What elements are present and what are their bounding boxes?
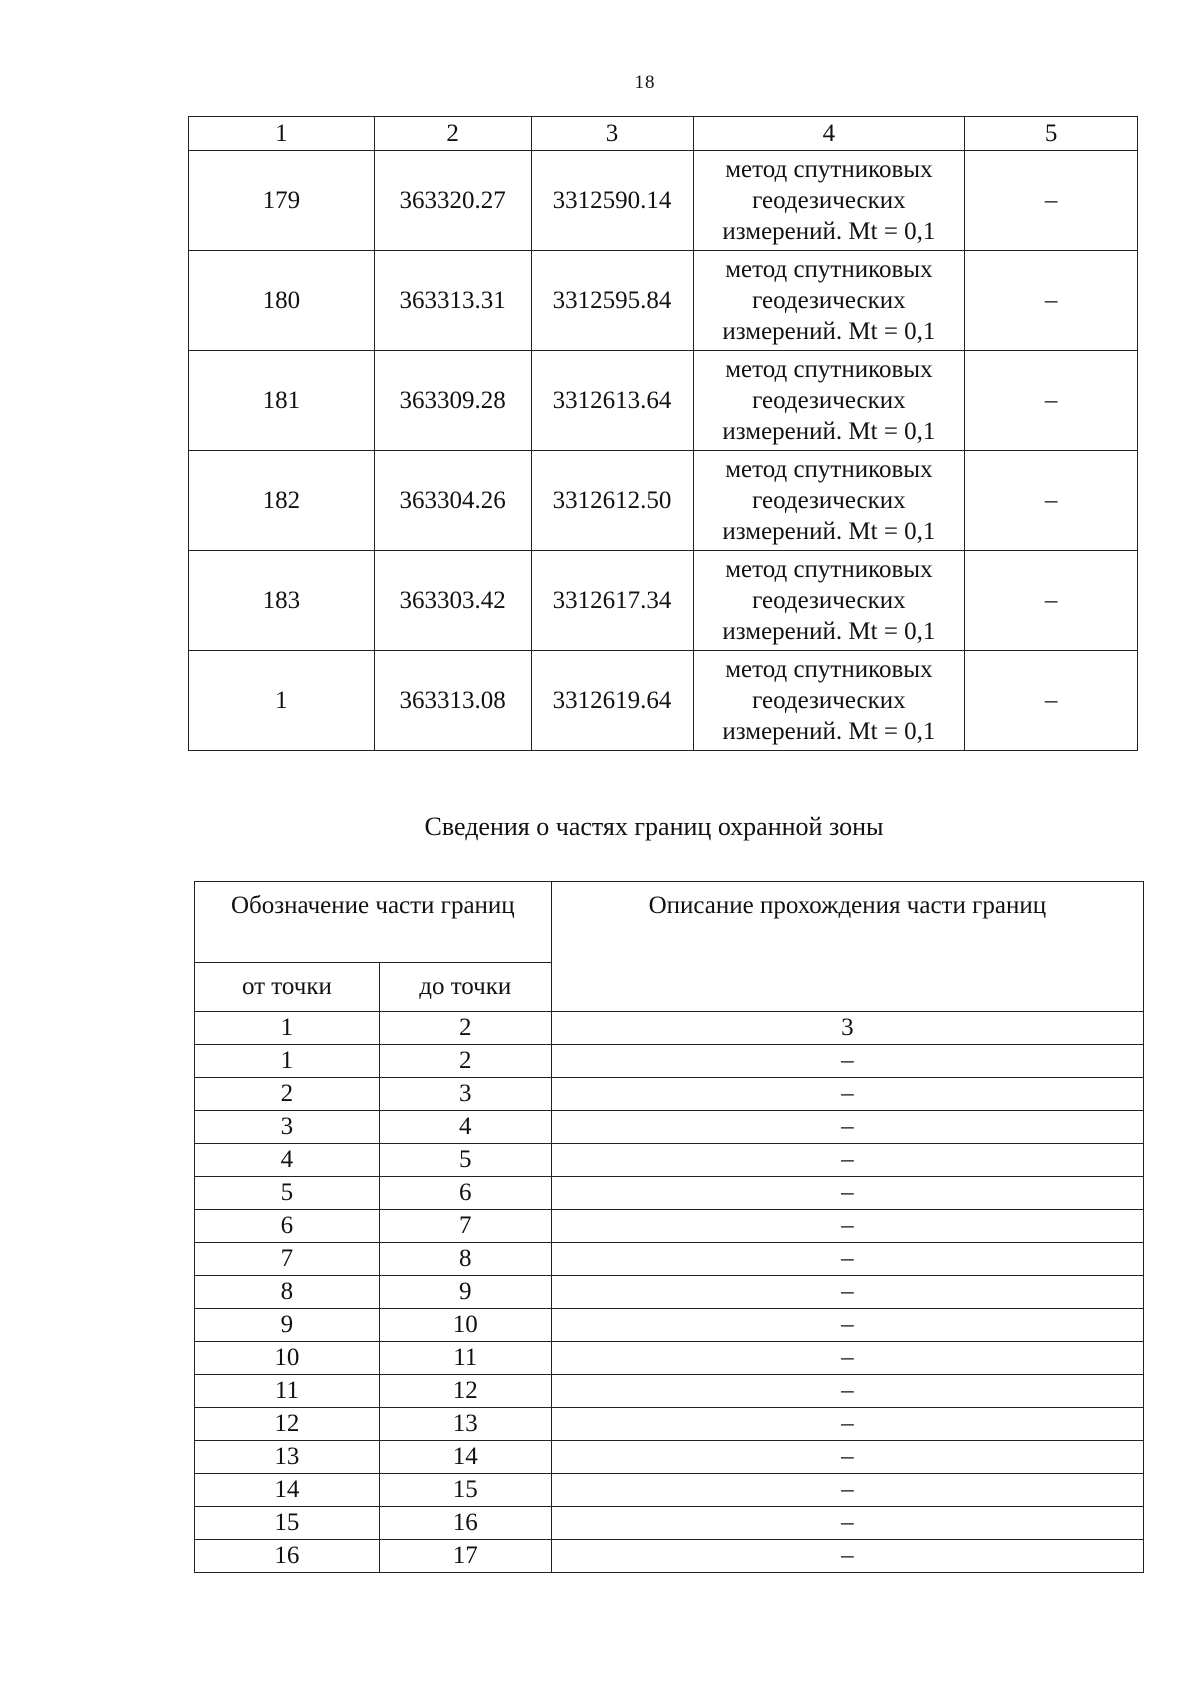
description-cell: –: [551, 1507, 1143, 1540]
method-line: измерений. Mt = 0,1: [722, 718, 936, 745]
coordinates-header-row: [189, 117, 1138, 151]
from-point-cell: 9: [195, 1309, 380, 1342]
coordinate-row: [189, 451, 1138, 551]
boundary-part-row: [195, 1144, 1144, 1177]
column-number-2: 2: [379, 1012, 551, 1045]
method-cell: [693, 551, 965, 651]
method-cell: [693, 351, 965, 451]
x-coordinate-cell: 363313.08: [374, 651, 531, 751]
from-point-header: от точки: [195, 963, 380, 1012]
column-number-2: 2: [374, 117, 531, 151]
description-cell: –: [551, 1408, 1143, 1441]
boundary-part-row: [195, 1474, 1144, 1507]
from-point-cell: 3: [195, 1111, 380, 1144]
to-point-cell: 2: [379, 1045, 551, 1078]
x-coordinate-cell: 363303.42: [374, 551, 531, 651]
y-coordinate-cell: 3312617.34: [531, 551, 693, 651]
method-line: геодезических: [752, 187, 906, 214]
boundary-part-row: [195, 1309, 1144, 1342]
note-cell: –: [965, 551, 1138, 651]
description-cell: –: [551, 1375, 1143, 1408]
to-point-cell: 5: [379, 1144, 551, 1177]
y-coordinate-cell: 3312595.84: [531, 251, 693, 351]
method-line: геодезических: [752, 287, 906, 314]
point-number-cell: 182: [189, 451, 375, 551]
method-line: геодезических: [752, 687, 906, 714]
from-point-cell: 15: [195, 1507, 380, 1540]
parts-numbering-row: [195, 1012, 1144, 1045]
method-line: геодезических: [752, 387, 906, 414]
point-number-cell: 1: [189, 651, 375, 751]
from-point-cell: 5: [195, 1177, 380, 1210]
x-coordinate-cell: 363313.31: [374, 251, 531, 351]
boundary-part-row: [195, 1078, 1144, 1111]
boundary-part-row: [195, 1375, 1144, 1408]
to-point-cell: 15: [379, 1474, 551, 1507]
section-title: Сведения о частях границ охранной зоны: [424, 812, 884, 841]
y-coordinate-cell: 3312590.14: [531, 151, 693, 251]
boundary-parts-table: [194, 881, 1144, 1573]
from-point-cell: 10: [195, 1342, 380, 1375]
boundary-part-row: [195, 1243, 1144, 1276]
to-point-cell: 3: [379, 1078, 551, 1111]
point-number-cell: 180: [189, 251, 375, 351]
point-number-cell: 179: [189, 151, 375, 251]
to-point-cell: 9: [379, 1276, 551, 1309]
method-line: измерений. Mt = 0,1: [722, 618, 936, 645]
description-header: Описание прохождения части границ: [551, 882, 1143, 1012]
designation-header: Обозначение части границ: [195, 882, 552, 963]
boundary-part-row: [195, 1276, 1144, 1309]
from-point-cell: 8: [195, 1276, 380, 1309]
x-coordinate-cell: 363320.27: [374, 151, 531, 251]
x-coordinate-cell: 363304.26: [374, 451, 531, 551]
from-point-cell: 4: [195, 1144, 380, 1177]
description-cell: –: [551, 1309, 1143, 1342]
note-cell: –: [965, 351, 1138, 451]
boundary-part-row: [195, 1507, 1144, 1540]
method-line: измерений. Mt = 0,1: [722, 218, 936, 245]
to-point-cell: 7: [379, 1210, 551, 1243]
to-point-header: до точки: [379, 963, 551, 1012]
description-cell: –: [551, 1243, 1143, 1276]
to-point-cell: 4: [379, 1111, 551, 1144]
from-point-cell: 12: [195, 1408, 380, 1441]
y-coordinate-cell: 3312619.64: [531, 651, 693, 751]
boundary-part-row: [195, 1045, 1144, 1078]
coordinates-table: [188, 116, 1138, 751]
from-point-cell: 13: [195, 1441, 380, 1474]
column-number-4: 4: [693, 117, 965, 151]
from-point-cell: 7: [195, 1243, 380, 1276]
method-cell: [693, 151, 965, 251]
column-number-3: 3: [551, 1012, 1143, 1045]
y-coordinate-cell: 3312613.64: [531, 351, 693, 451]
page-number: 18: [634, 72, 656, 93]
column-number-3: 3: [531, 117, 693, 151]
from-point-cell: 16: [195, 1540, 380, 1573]
description-cell: –: [551, 1342, 1143, 1375]
method-line: геодезических: [752, 487, 906, 514]
to-point-cell: 13: [379, 1408, 551, 1441]
column-number-1: 1: [195, 1012, 380, 1045]
to-point-cell: 11: [379, 1342, 551, 1375]
note-cell: –: [965, 451, 1138, 551]
method-line: метод спутниковых: [725, 356, 933, 383]
from-point-cell: 2: [195, 1078, 380, 1111]
boundary-part-row: [195, 1111, 1144, 1144]
note-cell: –: [965, 651, 1138, 751]
coordinate-row: [189, 651, 1138, 751]
coordinate-row: [189, 351, 1138, 451]
boundary-part-row: [195, 1210, 1144, 1243]
description-cell: –: [551, 1144, 1143, 1177]
y-coordinate-cell: 3312612.50: [531, 451, 693, 551]
from-point-cell: 6: [195, 1210, 380, 1243]
from-point-cell: 14: [195, 1474, 380, 1507]
parts-header-row: [195, 882, 1144, 963]
coordinate-row: [189, 551, 1138, 651]
description-cell: –: [551, 1276, 1143, 1309]
description-cell: –: [551, 1474, 1143, 1507]
description-cell: –: [551, 1441, 1143, 1474]
description-cell: –: [551, 1210, 1143, 1243]
method-line: метод спутниковых: [725, 656, 933, 683]
description-cell: –: [551, 1078, 1143, 1111]
from-point-cell: 1: [195, 1045, 380, 1078]
description-cell: –: [551, 1045, 1143, 1078]
from-point-cell: 11: [195, 1375, 380, 1408]
boundary-part-row: [195, 1342, 1144, 1375]
to-point-cell: 10: [379, 1309, 551, 1342]
method-line: измерений. Mt = 0,1: [722, 318, 936, 345]
to-point-cell: 12: [379, 1375, 551, 1408]
x-coordinate-cell: 363309.28: [374, 351, 531, 451]
boundary-part-row: [195, 1540, 1144, 1573]
to-point-cell: 6: [379, 1177, 551, 1210]
method-line: метод спутниковых: [725, 256, 933, 283]
method-line: геодезических: [752, 587, 906, 614]
note-cell: –: [965, 151, 1138, 251]
method-cell: [693, 651, 965, 751]
method-line: измерений. Mt = 0,1: [722, 418, 936, 445]
method-line: метод спутниковых: [725, 156, 933, 183]
method-cell: [693, 251, 965, 351]
to-point-cell: 8: [379, 1243, 551, 1276]
description-cell: –: [551, 1540, 1143, 1573]
to-point-cell: 16: [379, 1507, 551, 1540]
description-cell: –: [551, 1111, 1143, 1144]
column-number-5: 5: [965, 117, 1138, 151]
method-line: метод спутниковых: [725, 456, 933, 483]
coordinate-row: [189, 151, 1138, 251]
point-number-cell: 183: [189, 551, 375, 651]
column-number-1: 1: [189, 117, 375, 151]
point-number-cell: 181: [189, 351, 375, 451]
method-line: измерений. Mt = 0,1: [722, 518, 936, 545]
note-cell: –: [965, 251, 1138, 351]
method-line: метод спутниковых: [725, 556, 933, 583]
boundary-part-row: [195, 1177, 1144, 1210]
description-cell: –: [551, 1177, 1143, 1210]
method-cell: [693, 451, 965, 551]
boundary-part-row: [195, 1408, 1144, 1441]
coordinate-row: [189, 251, 1138, 351]
to-point-cell: 14: [379, 1441, 551, 1474]
boundary-part-row: [195, 1441, 1144, 1474]
to-point-cell: 17: [379, 1540, 551, 1573]
